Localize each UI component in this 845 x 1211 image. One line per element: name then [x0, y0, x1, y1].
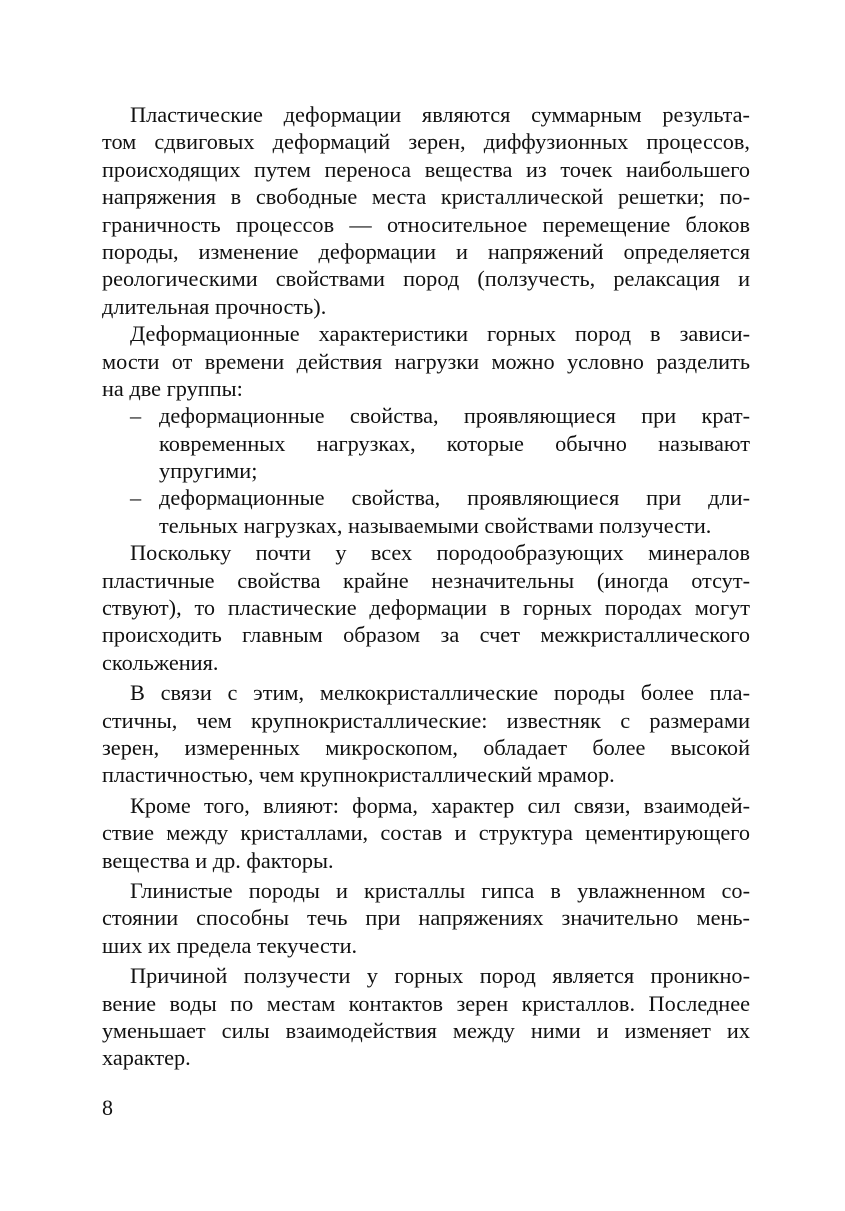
paragraph-plastic-deformation [102, 101, 750, 320]
text-line: вение воды по местам контактов зерен кристаллов. Последнее [102, 990, 750, 1016]
paragraph-other-factors [102, 792, 750, 874]
text-line-content: деформационные свойства, проявляющиеся при дли- [159, 485, 750, 511]
text-line: В связи с этим, мелкокристаллические породы более пла- [130, 680, 750, 706]
text-line: Глинистые породы и кристаллы гипса в увлажненном со- [130, 877, 750, 903]
text-line: на две группы: [102, 375, 243, 401]
text-line: ствуют), то пластические деформации в горных породах могут [102, 595, 750, 621]
page-body [102, 101, 750, 1072]
text-line: длительная прочность). [102, 293, 327, 319]
text-line: происходить главным образом за счет межкристаллического [102, 622, 750, 648]
text-line: уменьшает силы взаимодействия между ними и изменяет их [102, 1017, 750, 1043]
text-line: Пластические деформации являются суммарным результа- [130, 102, 750, 127]
text-line: Кроме того, влияют: форма, характер сил связи, взаимодей- [130, 792, 750, 818]
paragraph-deformation-characteristics [102, 320, 750, 402]
text-line: зерен, измеренных микроскопом, обладает более высокой [102, 734, 750, 760]
text-line [102, 402, 750, 429]
paragraph-creep-cause [102, 962, 750, 1072]
list-item [102, 484, 750, 539]
text-line: Деформационные характеристики горных пород в зависи- [130, 321, 750, 347]
text-line: стичны, чем крупнокристаллические: известняк с размерами [102, 707, 750, 733]
text-line: реологическими свойствами пород (ползучесть, релаксация и [102, 266, 750, 292]
text-line: ковременных нагрузках, которые обычно называют [159, 430, 750, 456]
text-line: пластичностью, чем крупнокристаллический мрамор. [102, 762, 615, 788]
paragraph-fine-crystalline [102, 679, 750, 789]
text-line: граничность процессов — относительное перемещение блоков [102, 211, 750, 237]
text-line [102, 484, 750, 511]
text-line: вещества и др. факторы. [102, 847, 334, 873]
text-line: тельных нагрузках, называемыми свойствами ползучести. [159, 512, 712, 538]
text-line: упругими; [159, 458, 258, 484]
text-line: ших их предела текучести. [102, 932, 358, 958]
text-line: скольжения. [102, 649, 219, 675]
page-number: 8 [102, 1095, 113, 1120]
text-line: Причиной ползучести у горных пород является проникно- [130, 963, 750, 989]
text-line: напряжения в свободные места кристаллической решетки; по- [102, 184, 750, 210]
dash-list [102, 402, 750, 539]
text-line: стоянии способны течь при напряжениях значительно мень- [102, 905, 750, 931]
text-line-content: деформационные свойства, проявляющиеся при крат- [159, 403, 750, 429]
text-line: ствие между кристаллами, состав и структура цементирующего [102, 820, 750, 846]
paragraph-minerals [102, 539, 750, 676]
list-dash: – [130, 485, 142, 511]
paragraph-clay-rocks [102, 877, 750, 959]
text-line: происходящих путем переноса вещества из точек наибольшего [102, 156, 750, 182]
text-line: Поскольку почти у всех породообразующих минералов [130, 540, 750, 566]
list-item [102, 402, 750, 484]
list-dash: – [130, 403, 142, 429]
text-line: пластичные свойства крайне незначительны (иногда отсут- [102, 567, 750, 593]
text-line: породы, изменение деформации и напряжений определяется [102, 238, 750, 264]
text-line: мости от времени действия нагрузки можно условно разделить [102, 348, 750, 374]
text-line: характер. [102, 1045, 191, 1071]
text-line: том сдвиговых деформаций зерен, диффузионных процессов, [102, 129, 750, 155]
